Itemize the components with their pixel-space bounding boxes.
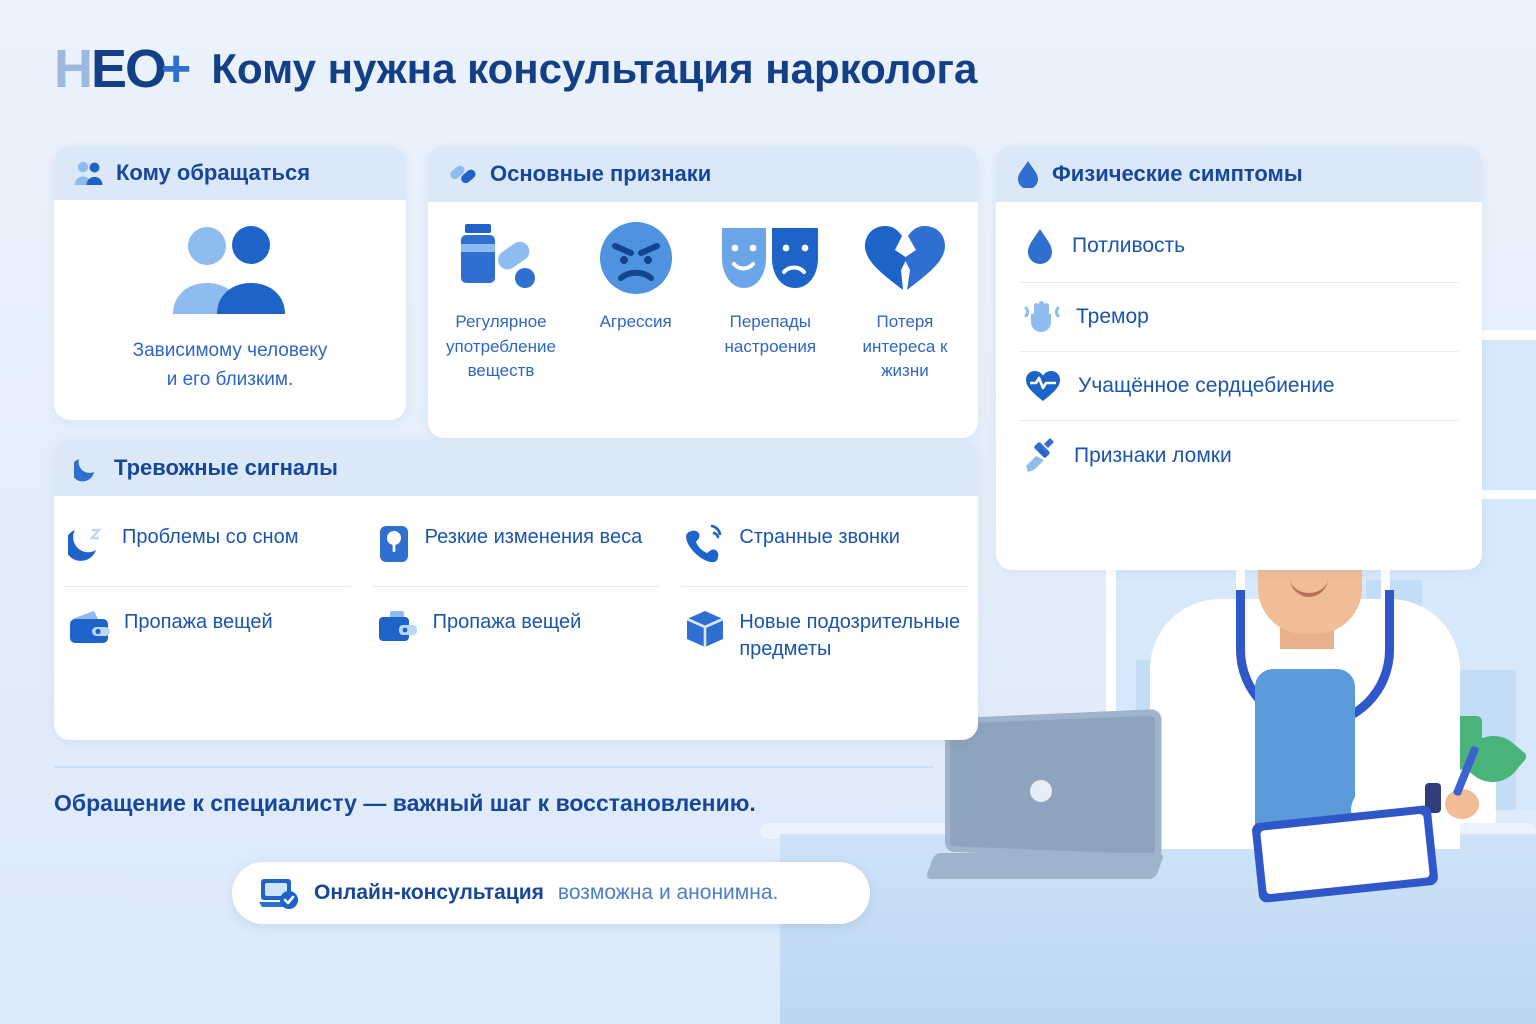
pills-icon	[448, 160, 478, 188]
laptop-base	[925, 853, 1164, 879]
card-who-to-contact	[54, 146, 406, 420]
online-consultation-badge[interactable]	[232, 862, 870, 924]
alert-label: Новые подозрительные предметы	[739, 611, 961, 660]
moon-sleep-icon	[74, 454, 102, 482]
briefcase-icon	[377, 609, 419, 645]
card-who-header	[54, 146, 406, 200]
physical-label: Потливость	[1072, 234, 1186, 258]
physical-row	[1020, 210, 1458, 283]
angry-face-icon	[593, 220, 679, 296]
logo-prefix: Н	[54, 39, 91, 99]
logo-plus: +	[161, 40, 190, 98]
syringe-icon	[1024, 438, 1058, 474]
alert-label: Проблемы со сном	[122, 526, 299, 548]
who-text-line-2: и его близким.	[166, 369, 294, 391]
heart-pulse-icon	[1024, 369, 1062, 403]
sign-label: Перепады настроения	[724, 312, 817, 356]
card-who-body	[54, 200, 406, 411]
card-who-title: Кому обращаться	[116, 160, 311, 185]
box-icon	[685, 609, 725, 649]
sign-item	[709, 220, 831, 384]
physical-row	[1020, 283, 1458, 352]
alert-item	[681, 587, 968, 685]
medicine-bottle-icon	[451, 220, 551, 296]
brand-logo	[54, 38, 189, 100]
physical-label: Учащённое сердцебиение	[1078, 374, 1335, 398]
wallet-icon	[68, 609, 110, 645]
alert-item	[681, 502, 968, 587]
card-signs-title: Основные признаки	[490, 161, 712, 186]
card-physical-header	[996, 146, 1482, 202]
card-alerts-title: Тревожные сигналы	[114, 455, 338, 480]
phone-call-icon	[685, 524, 725, 562]
alert-label: Странные звонки	[739, 526, 900, 548]
card-physical-title: Физические симптомы	[1052, 161, 1303, 186]
droplet-icon	[1024, 227, 1056, 265]
signs-list	[428, 202, 978, 394]
shaking-hand-icon	[1024, 300, 1060, 334]
physical-row	[1020, 352, 1458, 421]
moon-sleep-icon	[68, 524, 108, 564]
card-main-signs	[428, 146, 978, 438]
alert-item	[64, 502, 351, 587]
alert-item	[64, 587, 351, 685]
theater-masks-icon	[718, 220, 822, 296]
physical-label: Признаки ломки	[1074, 444, 1232, 468]
who-text-line-1: Зависимому человеку	[132, 340, 328, 361]
people-icon	[74, 160, 104, 186]
broken-heart-icon	[859, 220, 951, 296]
sign-item	[440, 220, 562, 384]
alert-item	[373, 502, 660, 587]
alert-label: Пропажа вещей	[124, 611, 273, 633]
pill-light-text: возможна и анонимна.	[557, 881, 779, 904]
alert-label: Пропажа вещей	[432, 611, 582, 633]
physical-row	[1020, 421, 1458, 491]
two-persons-icon	[165, 226, 295, 314]
sign-label: Регулярное употребление веществ	[446, 312, 556, 381]
physical-label: Тремор	[1076, 305, 1149, 329]
card-alarm-signals	[54, 440, 978, 740]
pill-strong-text: Онлайн-консультация	[314, 881, 544, 904]
sign-item	[844, 220, 966, 384]
alerts-list	[54, 496, 978, 695]
page-header	[54, 38, 977, 100]
card-physical-symptoms	[996, 146, 1482, 570]
weight-scale-icon	[377, 524, 411, 564]
sign-item	[575, 220, 697, 384]
card-signs-header	[428, 146, 978, 202]
logo-text: ЕО	[91, 39, 166, 99]
alert-item	[373, 587, 660, 685]
alert-label: Резкие изменения веса	[424, 526, 643, 548]
droplet-icon	[1016, 160, 1040, 188]
sign-label: Агрессия	[599, 312, 672, 331]
sign-label: Потеря интереса к жизни	[862, 312, 948, 381]
page-title: Кому нужна консультация нарколога	[211, 45, 978, 92]
card-alerts-header	[54, 440, 978, 496]
footer-note: Обращение к специалисту — важный шаг к восстановлению.	[54, 766, 934, 817]
laptop-screen	[945, 709, 1161, 861]
physical-list	[996, 202, 1482, 499]
laptop-check-icon	[258, 876, 300, 910]
card-who-text	[133, 336, 328, 395]
